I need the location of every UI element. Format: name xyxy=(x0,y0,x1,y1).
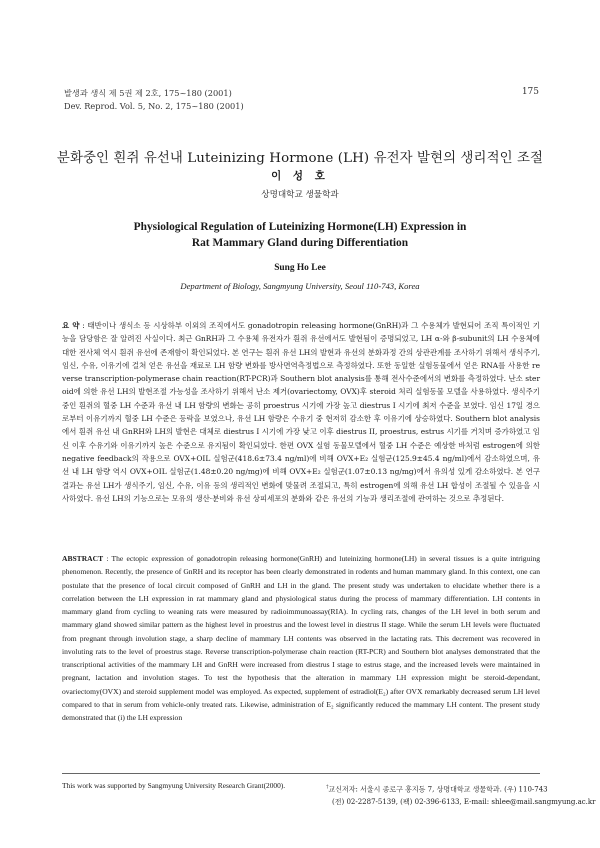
title-english-line1: Physiological Regulation of Luteinizing Hormone(LH) Expression in xyxy=(133,221,467,233)
corresponding-address xyxy=(326,781,595,796)
footnote-divider xyxy=(62,773,540,774)
funding-note: This work was supported by Sangmyung University Research Grant(2000). xyxy=(62,781,286,790)
abstract-english xyxy=(62,552,540,724)
abstract-korean xyxy=(62,319,540,505)
address-text: 교신저자: 서울시 종로구 홍지동 7, 상명대학교 생물학과. (우) 110-743 xyxy=(328,785,548,794)
running-header xyxy=(64,87,244,112)
title-english xyxy=(0,219,600,251)
corresponding-author-note xyxy=(326,781,595,809)
running-header-english: Dev. Reprod. Vol. 5, No. 2, 175~180 (2001) xyxy=(64,100,244,111)
abstract-korean-label: 요 약 xyxy=(62,321,80,330)
abstract-english-text: : The ectopic expression of gonadotropin releasing hormone(GnRH) and luteinizing hormone(LH) in several tissues is a quite intriguing phenomenon. Recently, the presence of GnRH and its receptor has been clearly demonstrated in rodents and human mammary gland. In this context, one can postulate that the presence of local circuit composed of GnRH and LH in the gland. The present study was undertaken to elucidate whether there is a correlation between the LH expression in rat mammary gland and physiological status during the process of mammary differentiation. LH contents in mammary gland from cycling to weaning rats were measured by radioimmunoassay(RIA). In cycling rats, changes of the LH level in both serum and mammary gland showed similar pattern as the highest level in proestrus and the lowest level in diestrus II stage. While the serum LH levels were fluctuated from pregnant through involution stage, a sharp decline of mammary LH contents was observed in the lactating rats. This decrement was recovered in involuting rats to the level of proestrus stage. Reverse transcription-polymerase chain reaction (RT-PCR) and Southern blot analyses demonstrated that the transcriptional activities of the mammary LH and GnRH were increased from diestrus I stage to estrus stage, and the increased levels were maintained in pregnant, lactation and involution stages. To test the hypothesis that the alteration in mammary LH expression might be steroid-dependant, ovariectomy(OVX) and steroid supplement model was employed. As expected, supplement of estradiol(E₂) after OVX remarkably decreased serum LH level compared to that in serum from vehicle-only treated rats. Likewise, administration of E₂ significantly reduced the mammary LH content. The present study demonstrated that (i) the LH expression xyxy=(62,554,541,722)
author-english: Sung Ho Lee xyxy=(274,263,326,273)
affiliation-korean: 상명대학교 생물학과 xyxy=(261,190,339,200)
dagger-mark: † xyxy=(326,784,329,790)
page-number: 175 xyxy=(521,87,539,97)
title-korean: 분화중인 흰쥐 유선내 Luteinizing Hormone (LH) 유전자 발현의 생리적인 조절 xyxy=(56,151,544,166)
affiliation-english: Department of Biology, Sangmyung University, Seoul 110-743, Korea xyxy=(180,281,420,291)
abstract-korean-text: : 태반이나 생식소 등 시상하부 이외의 조직에서도 gonadotropin releasing hormone(GnRH)과 그 수용체가 발현되어 조직 특이적인 기능을 담당함은 잘 알려진 사실이다. 최근 GnRH과 그 수용체 유전자가 흰쥐 유선에서도 발현됨이 증명되었고, LH α-와 β-subunit의 LH 수용체에 대한 전사체 역시 흰쥐 유선에 존재함이 확인되었다. 본 연구는 흰쥐 유선 LH의 발현과 유선의 분화과정 간의 상관관계를 조사하기 위해서 생식주기, 임신, 수유, 이유기에 걸쳐 얻은 유선을 재료로 LH 함량 변화를 방사면역측정법으로 측정하였다. 또한 동일한 실험동물에서 얻은 RNA를 사용한 reverse transcription-polymerase chain reaction(RT-PCR)과 Southern blot analysis를 통해 전사수준에서의 변화를 측정하였다. 난소 steroid에 의한 유선 LH의 발현조절 가능성을 조사하기 위해서 난소 제거(ovariectomy, OVX)후 steroid 처리 실험동물 모델을 사용하였다. 생식주기중인 흰쥐의 혈중 LH 수준과 유선 내 LH 함량의 변화는 공히 proestrus 시기에 가장 높고 diestrus I 시기에 최저 수준을 보였다. 임신 17일 경으로부터 이유기까지 혈중 LH 수준은 등락을 보였으나, 유선 LH 함량은 수유기 중 현저히 감소한 후 이유기에 상승하였다. Southern blot analysis에서 흰쥐 유선 내 GnRH와 LH의 발현은 대체로 diestrus I 시기에 가장 낮고 이후 diestrus II, proestrus, estrus 시기를 거치며 증가하였고 임신 이후 수유기와 이유기까지 높은 수준으로 유지됨이 확인되었다. 한편 OVX 실험 동물모델에서 혈중 LH 수준은 예상한 바처럼 estrogen에 의한 negative feedback의 작용으로 OVX+OIL 실험군(418.6±73.4 ng/ml)에 비해 OVX+E₂ 실험군(125.9±45.4 ng/ml)에서 감소하였으며, 유선 내 LH 함량 역시 OVX+OIL 실험군(1.48±0.20 ng/mg)에 비해 OVX+E₂ 실험군(1.07±0.13 ng/mg)에서 유의성 있게 감소하였다. 본 연구결과는 유선 LH가 생식주기, 임신, 수유, 이유 등의 생리적인 변화에 맞물려 조절되고, 특히 estrogen에 의해 유선 LH 합성이 조절될 수 있음을 시사하였다. 유선 LH의 기능으로는 모유의 생산·분비와 유선 상피세포의 분화와 같은 유선의 기능과 생리조절에 관여하는 것으로 추정된다. xyxy=(62,321,540,503)
author-korean: 이 성 호 xyxy=(271,170,329,182)
corresponding-contact: (전) 02-2287-5139, (팩) 02-396-6133, E-mail: shlee@mail.sangmyung.ac.kr xyxy=(332,798,596,807)
abstract-english-label: ABSTRACT xyxy=(62,554,104,563)
running-header-korean: 발생과 생식 제 5권 제 2호, 175~180 (2001) xyxy=(64,88,232,98)
title-english-line2: Rat Mammary Gland during Differentiation xyxy=(191,237,409,249)
